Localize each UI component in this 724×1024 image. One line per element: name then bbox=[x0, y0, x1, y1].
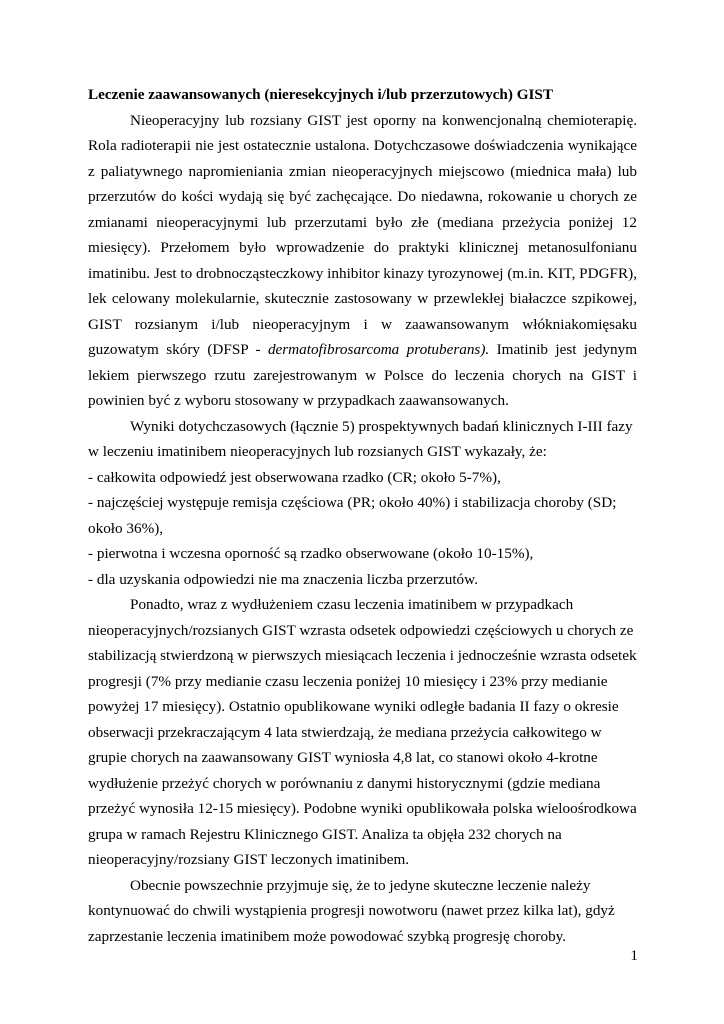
document-body bbox=[88, 82, 637, 949]
paragraph-trial-results: Wyniki dotychczasowych (łącznie 5) prospektywnych badań klinicznych I-III fazy w leczeniu imatinibem nieoperacyjnych lub rozsianych GIST wykazały, że: bbox=[88, 417, 633, 460]
list-item: - całkowita odpowiedź jest obserwowana rzadko (CR; około 5-7%), bbox=[88, 468, 501, 486]
paragraph-1-text: Nieoperacyjny lub rozsiany GIST jest oporny na konwencjonalną chemioterapię. Rola radioterapii nie jest ostatecznie ustalona. Dotychczasowe doświadczenia wynikające z paliatywnego napromieniania zmian nieoperacyjnych miejscowo (miednica mała) lub przerzutów do kości wydają się być zachęcające. Do niedawna, rokowanie u chorych ze zmianami nieoperacyjnymi lub przerzutami było złe (mediana przeżycia poniżej 12 miesięcy). Przełomem było wprowadzenie do praktyki klinicznej metanosulfonianu imatinibu. Jest to drobnocząsteczkowy inhibitor kinazy tyrozynowej (m.in. KIT, PDGFR), lek celowany molekularnie, skutecznie zastosowany w przewlekłej białaczce szpikowej, GIST rozsianym i/lub nieoperacyjnym i w zaawansowanym włókniakomięsaku guzowatym skóry (DFSP - bbox=[88, 111, 637, 358]
paragraph-1-text-end: Imatinib jest jedynym lekiem pierwszego rzutu zarejestrowanym w Polsce do leczenia chorych na GIST i powinien być z wyboru stosowany w przypadkach zaawansowanych. bbox=[88, 341, 638, 409]
paragraph-treatment-continuation: Obecnie powszechnie przyjmuje się, że to jedyne skuteczne leczenie należy kontynuować do chwili wystąpienia progresji nowotworu (nawet przez kilka lat), gdyż zaprzestanie leczenia imatinibem może powodować szybką progresję choroby. bbox=[88, 876, 615, 945]
list-item: - najczęściej występuje remisja częściowa (PR; około 40%) i stabilizacja choroby (SD; około 36%), bbox=[88, 494, 617, 537]
list-item: - pierwotna i wczesna oporność są rzadko obserwowane (około 10-15%), bbox=[88, 545, 534, 562]
paragraph-long-term-results: Ponadto, wraz z wydłużeniem czasu leczenia imatinibem w przypadkach nieoperacyjnych/rozsianych GIST wzrasta odsetek odpowiedzi częściowych u chorych ze stabilizacją stwierdzoną w pierwszych miesiącach leczenia i jednocześnie wzrasta odsetek progresji (7% przy medianie czasu leczenia poniżej 10 miesięcy i 23% przy medianie powyżej 17 miesięcy). Ostatnio opublikowane wyniki odległe badania II fazy o okresie obserwacji przekraczającym 4 lata stwierdzają, że mediana przeżycia całkowitego w grupie chorych na zaawansowany GIST wyniosła 4,8 lat, co stanowi około 4-krotne wydłużenie przeżyć chorych w porównaniu z danymi historycznymi (gdzie mediana przeżyć wynosiła 12-15 miesięcy). Podobne wyniki opublikowała polska wieloośrodkowa grupa w ramach Rejestru Klinicznego GIST. Analiza ta objęła 232 chorych na nieoperacyjny/rozsiany GIST leczonych imatinibem. bbox=[88, 596, 637, 868]
results-list bbox=[88, 465, 637, 593]
latin-term-dfsp: dermatofibrosarcoma protuberans). bbox=[267, 341, 490, 358]
paragraph-imatinib-intro bbox=[88, 108, 637, 414]
page-number: 1 bbox=[630, 947, 638, 964]
section-heading: Leczenie zaawansowanych (nieresekcyjnych i/lub przerzutowych) GIST bbox=[88, 86, 554, 103]
list-item: - dla uzyskania odpowiedzi nie ma znaczenia liczba przerzutów. bbox=[88, 570, 478, 588]
